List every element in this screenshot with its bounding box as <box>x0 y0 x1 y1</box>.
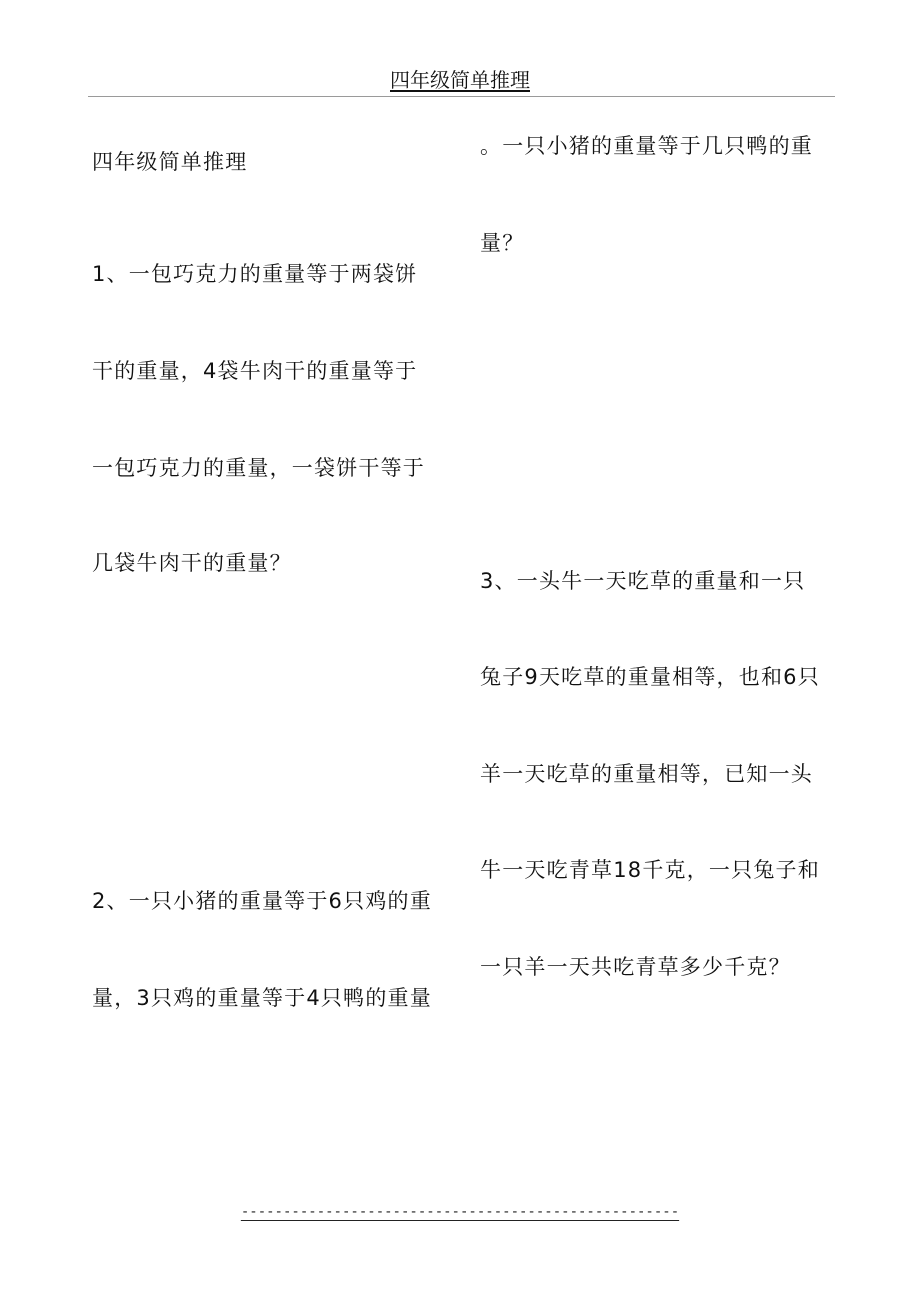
problem1-line-4: 几袋牛肉干的重量？ <box>92 551 292 575</box>
problem2-line-2: 量，3只鸡的重量等于4只鸭的重量 <box>92 986 432 1010</box>
problem1-line-2: 干的重量，4袋牛肉干的重量等于 <box>92 359 418 383</box>
problem2-cont-line-1: 。一只小猪的重量等于几只鸭的重 <box>480 134 813 158</box>
problem3-line-1: 3、一头牛一天吃草的重量和一只 <box>480 569 806 593</box>
page-header <box>0 66 920 94</box>
problem1-line-3: 一包巧克力的重量，一袋饼干等于 <box>92 456 425 480</box>
document-heading: 四年级简单推理 <box>92 150 248 174</box>
header-rule <box>88 96 835 97</box>
problem3-line-2: 兔子9天吃草的重量相等，也和6只 <box>480 665 820 689</box>
problem3-line-4: 牛一天吃青草18千克，一只兔子和 <box>480 858 820 882</box>
problem1-line-1: 1、一包巧克力的重量等于两袋饼 <box>92 262 418 286</box>
problem3-line-5: 一只羊一天共吃青草多少千克？ <box>480 955 791 979</box>
problem2-cont-line-2: 量？ <box>480 231 525 255</box>
footer-dashes: ---------------------------------------------------- <box>240 1204 680 1220</box>
problem3-line-3: 羊一天吃草的重量相等，已知一头 <box>480 762 813 786</box>
page-header-title: 四年级简单推理 <box>390 68 530 92</box>
problem2-line-1: 2、一只小猪的重量等于6只鸡的重 <box>92 889 432 913</box>
footer-separator <box>0 1202 920 1222</box>
